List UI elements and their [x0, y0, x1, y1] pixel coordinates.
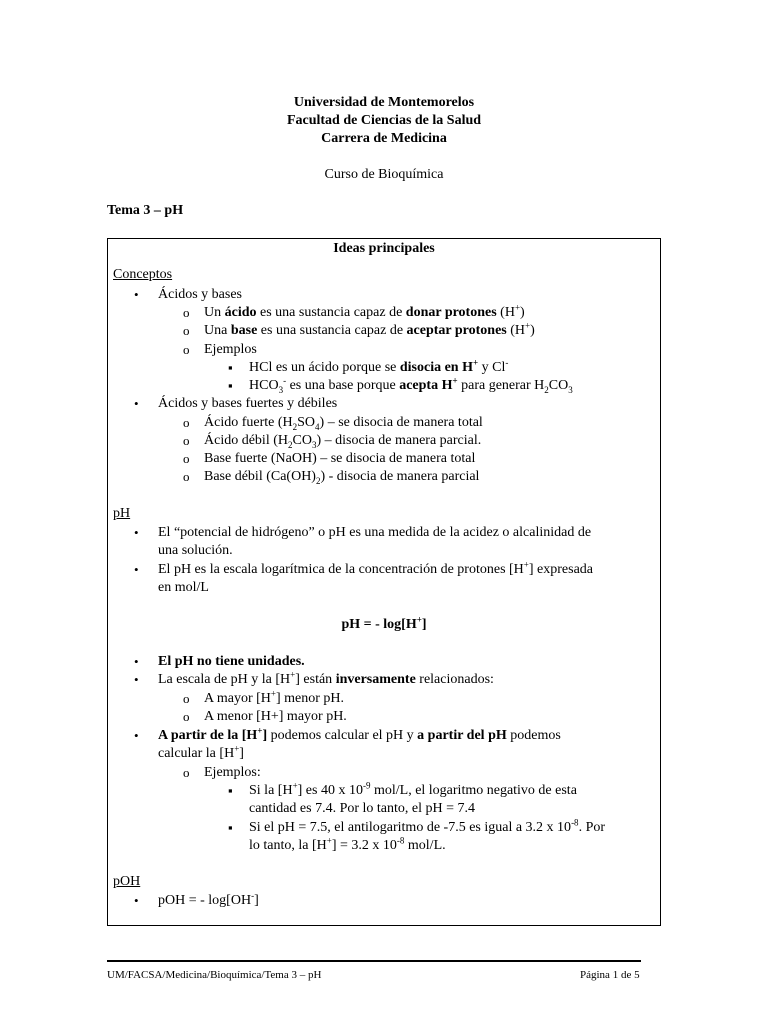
example2-line1: Si el pH = 7.5, el antilogaritmo de -7.5 es igual a 3.2 x $10^{-8}$. Por: [249, 817, 606, 835]
bullet-icon: •: [134, 728, 139, 743]
bullet-icon: •: [134, 893, 139, 908]
square-bullet-icon: ▪: [228, 360, 233, 375]
square-bullet-icon: ▪: [228, 378, 233, 393]
circle-bullet-icon: o: [183, 415, 190, 430]
bullet-icon: •: [134, 287, 139, 302]
ph-inverse-item: La escala de pH y la [H+] están inversamente relacionados:: [158, 669, 494, 687]
circle-bullet-icon: o: [183, 691, 190, 706]
poh-heading: pOH: [113, 874, 141, 889]
ph-heading: pH: [113, 506, 131, 521]
conceptos-heading: Conceptos: [113, 267, 173, 282]
circle-bullet-icon: o: [183, 469, 190, 484]
circle-bullet-icon: o: [183, 433, 190, 448]
hcl-example: HCl es un ácido porque se disocia en H+ y Cl-: [249, 357, 509, 375]
acido-debil-item: Ácido débil $(H_2CO_3)$ – disocia de manera parcial.: [204, 433, 482, 450]
fuertes-debiles-item: Ácidos y bases fuertes y débiles: [158, 396, 338, 411]
box-title: Ideas principales: [333, 241, 435, 256]
circle-bullet-icon: o: [183, 342, 190, 357]
base-fuerte-item: Base fuerte (NaOH) – se disocia de manera total: [204, 451, 476, 466]
footer-path: UM/FACSA/Medicina/Bioquímica/Tema 3 – pH: [107, 969, 322, 981]
circle-bullet-icon: o: [183, 323, 190, 338]
base-debil-item: Base débil $(Ca(OH)_2)$ - disocia de manera parcial: [204, 469, 480, 486]
ph-ejemplos-item: Ejemplos:: [204, 765, 261, 780]
square-bullet-icon: ▪: [228, 783, 233, 798]
example1-line2: cantidad es 7.4. Por lo tanto, el pH = 7.4: [249, 801, 476, 816]
bullet-icon: •: [134, 654, 139, 669]
base-definition: Una base es una sustancia capaz de aceptar protones (H+): [204, 320, 535, 338]
ph-definition-line1: El “potencial de hidrógeno” o pH es una medida de la acidez o alcalinidad de: [158, 525, 592, 540]
menor-h-item: A menor [H+] mayor pH.: [204, 709, 347, 724]
circle-bullet-icon: o: [183, 765, 190, 780]
course-title: Curso de Bioquímica: [324, 167, 444, 182]
footer-divider: [107, 960, 641, 962]
acido-definition: Un ácido es una sustancia capaz de donar protones (H+): [204, 302, 525, 320]
ph-no-units: El pH no tiene unidades.: [158, 654, 305, 669]
example2-line2: lo tanto, la [H+] = 3.2 x $10^{-8}$ mol/L.: [249, 835, 446, 853]
calculate-ph-line2: calcular la [H+]: [158, 743, 244, 761]
ph-scale-line1: El pH es la escala logarítmica de la concentración de protones [H+] expresada: [158, 559, 594, 577]
bullet-icon: •: [134, 525, 139, 540]
topic-title: Tema 3 – pH: [107, 203, 184, 218]
circle-bullet-icon: o: [183, 451, 190, 466]
square-bullet-icon: ▪: [228, 820, 233, 835]
footer-page-number: Página 1 de 5: [580, 969, 640, 981]
mayor-h-item: A mayor [H+] menor pH.: [204, 688, 345, 706]
acido-fuerte-item: Ácido fuerte $(H_2SO_4)$ – se disocia de manera total: [204, 415, 483, 432]
university-title: Universidad de Montemorelos: [293, 95, 475, 110]
circle-bullet-icon: o: [183, 305, 190, 320]
circle-bullet-icon: o: [183, 709, 190, 724]
ejemplos-item: Ejemplos: [204, 342, 257, 357]
calculate-ph-line1: A partir de la [H+] podemos calcular el pH y a partir del pH podemos: [158, 725, 561, 743]
ph-scale-line2: en mol/L: [158, 580, 209, 595]
example1-line1: Si la [H+] es 40 x $10^{-9}$ mol/L, el logaritmo negativo de esta: [249, 780, 577, 798]
bullet-icon: •: [134, 562, 139, 577]
faculty-title: Facultad de Ciencias de la Salud: [286, 113, 482, 128]
bullet-icon: •: [134, 396, 139, 411]
acidos-bases-item: Ácidos y bases: [158, 287, 242, 302]
bullet-icon: •: [134, 672, 139, 687]
ph-definition-line2: una solución.: [158, 543, 233, 558]
ph-formula: pH = - log[H+]: [341, 614, 427, 632]
poh-formula: pOH = - log[OH-]: [158, 890, 259, 908]
hco3-example: $HCO_3^-$ es una base porque acepta H+ para generar $H_2CO_3$: [249, 375, 573, 395]
career-title: Carrera de Medicina: [321, 131, 447, 146]
